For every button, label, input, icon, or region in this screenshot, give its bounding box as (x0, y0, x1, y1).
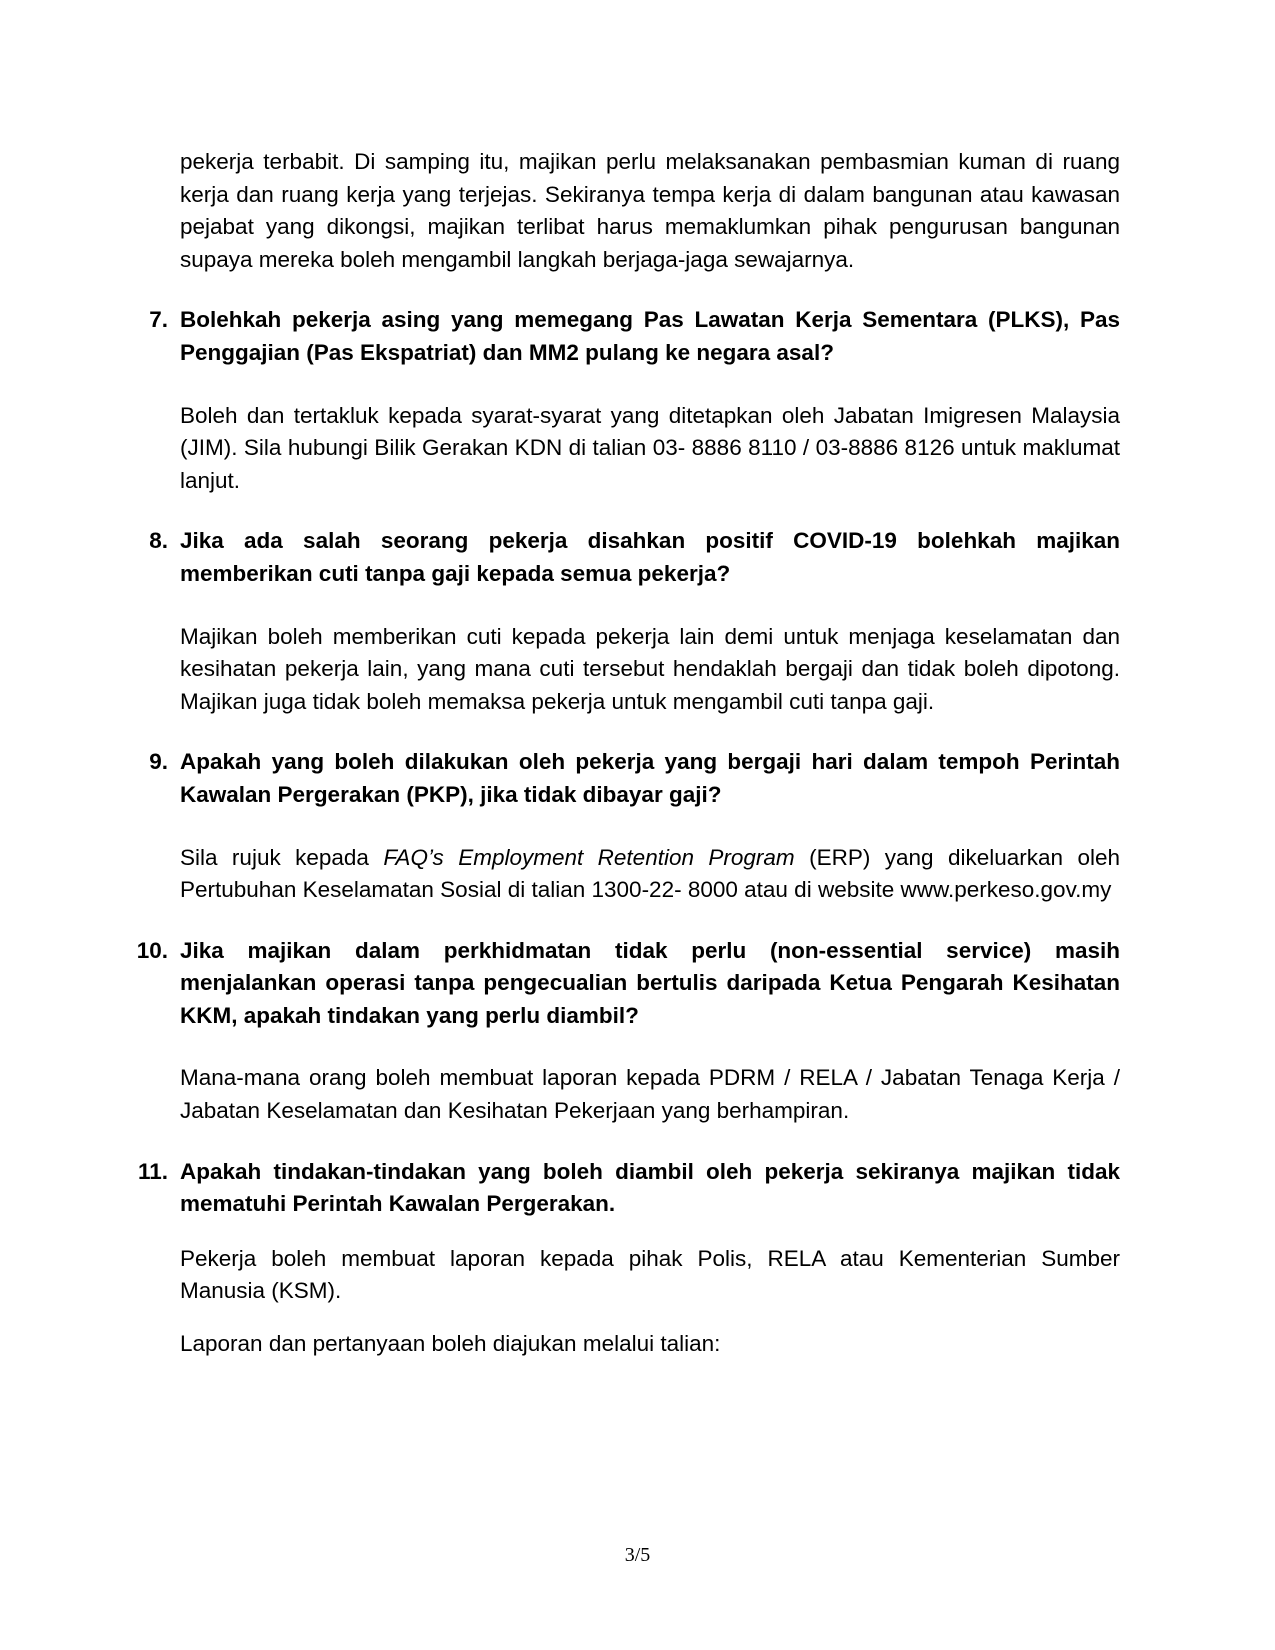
answer-text-contact: Laporan dan pertanyaan boleh diajukan melalui talian: (180, 1331, 721, 1357)
answer-prefix: Sila rujuk kepada (180, 844, 384, 870)
question-number: 7. (149, 307, 168, 333)
question-text: Bolehkah pekerja asing yang memegang Pas Lawatan Kerja Sementara (PLKS), Pas Penggajian (Pas Ekspatriat) dan MM2 pulang ke negara asal? (180, 307, 1120, 365)
answer-8 (180, 621, 1120, 719)
intro-paragraph: pekerja terbabit. Di samping itu, majikan perlu melaksanakan pembasmian kuman di ruang kerja dan ruang kerja yang terjejas. Sekiranya tempa kerja di dalam bangunan atau kawasan pejabat yang dikongsi, majikan terlibat harus memaklumkan pihak pengurusan bangunan supaya mereka boleh mengambil langkah berjaga-jaga sewajarnya. (180, 149, 1120, 272)
answer-italic-title: FAQ’s Employment Retention Program (383, 844, 795, 870)
question-text: Jika majikan dalam perkhidmatan tidak perlu (non-essential service) masih menjalankan operasi tanpa pengecualian bertulis daripada Ketua Pengarah Kesihatan KKM, apakah tindakan yang perlu diambil? (180, 937, 1120, 1028)
answer-text: Boleh dan tertakluk kepada syarat-syarat yang ditetapkan oleh Jabatan Imigresen Malaysia (JIM). Sila hubungi Bilik Gerakan KDN di talian 03- 8886 8110 / 03-8886 8126 untuk maklumat lanjut. (180, 402, 1120, 493)
answer-text: Pekerja boleh membuat laporan kepada pihak Polis, RELA atau Kementerian Sumber Manusia (KSM). (180, 1245, 1120, 1304)
question-number: 10. (136, 937, 168, 963)
answer-text: Majikan boleh memberikan cuti kepada pekerja lain demi untuk menjaga keselamatan dan kesihatan pekerja lain, yang mana cuti tersebut hendaklah bergaji dan tidak boleh dipotong. Majikan juga tidak boleh memaksa pekerja untuk mengambil cuti tanpa gaji. (180, 623, 1120, 714)
question-7 (149, 304, 1120, 369)
answer-10 (180, 1062, 1120, 1127)
page-number: 3/5 (624, 1544, 651, 1566)
answer-suffix: (ERP) yang dikeluarkan oleh Pertubuhan Keselamatan Sosial di talian 1300-22- 8000 atau di website www.perkeso.gov.my (180, 844, 1121, 903)
question-9 (149, 746, 1120, 811)
answer-7 (180, 400, 1120, 498)
question-text: Apakah tindakan-tindakan yang boleh diambil oleh pekerja sekiranya majikan tidak mematuhi Perintah Kawalan Pergerakan. (180, 1158, 1120, 1217)
question-11 (137, 1156, 1120, 1221)
question-number: 8. (149, 528, 168, 554)
answer-11 (180, 1243, 1120, 1361)
question-text: Apakah yang boleh dilakukan oleh pekerja yang bergaji hari dalam tempoh Perintah Kawalan Pergerakan (PKP), jika tidak dibayar gaji? (180, 749, 1120, 807)
question-text: Jika ada salah seorang pekerja disahkan positif COVID-19 bolehkah majikan memberikan cuti tanpa gaji kepada semua pekerja? (180, 528, 1120, 586)
answer-9 (180, 842, 1120, 907)
question-number: 11. (137, 1158, 168, 1184)
question-number: 9. (149, 749, 168, 775)
question-8 (149, 525, 1120, 590)
question-10 (136, 935, 1120, 1033)
answer-text: Mana-mana orang boleh membuat laporan kepada PDRM / RELA / Jabatan Tenaga Kerja / Jabatan Keselamatan dan Kesihatan Pekerjaan yang berhampiran. (180, 1065, 1120, 1124)
page-content (136, 146, 1121, 1389)
answer-text (180, 842, 1120, 907)
